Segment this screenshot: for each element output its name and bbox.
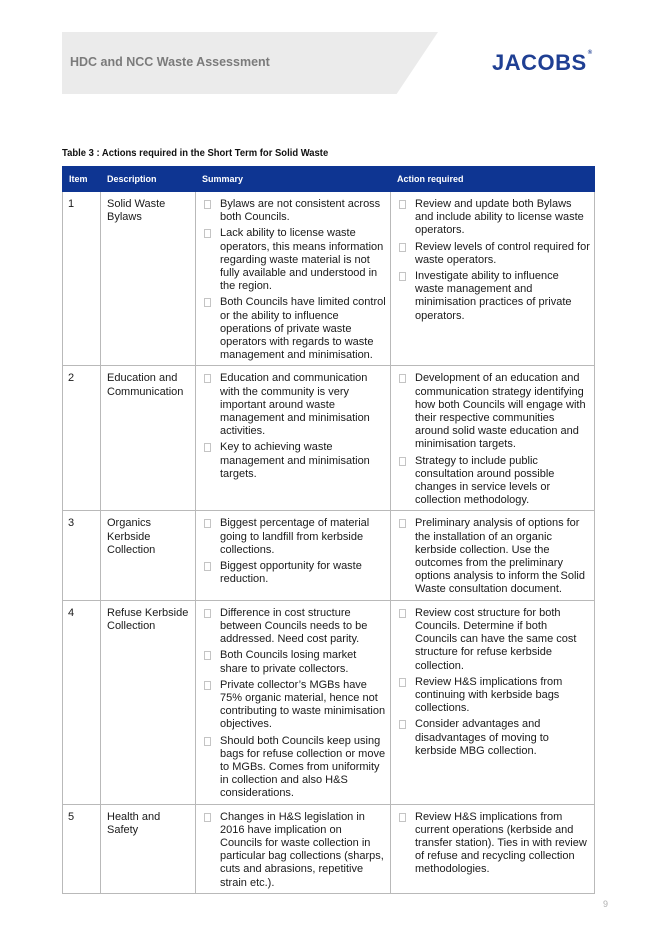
table-row [63, 366, 595, 511]
list-item [397, 270, 590, 323]
table-row [63, 511, 595, 600]
list-item [202, 560, 386, 586]
logo-text: JACOBS [492, 50, 587, 75]
description-cell: Education and Communication [101, 366, 196, 511]
document-title: HDC and NCC Waste Assessment [70, 55, 270, 69]
item-number-cell: 1 [63, 192, 101, 366]
actions-list [397, 517, 590, 596]
bullet-text: Investigate ability to influence waste management and minimisation practices of private operators. [415, 270, 572, 322]
bullet-box-icon [399, 678, 406, 687]
bullet-box-icon [399, 200, 406, 209]
list-item [202, 198, 386, 224]
list-item [397, 607, 590, 673]
bullet-text: Review H&S implications from continuing with kerbside bags collections. [415, 675, 563, 715]
column-header-summary: Summary [196, 167, 391, 192]
list-item [202, 649, 386, 675]
list-item [397, 718, 590, 758]
bullet-text: Strategy to include public consultation around possible changes in service levels or collection methodology. [415, 454, 555, 507]
summary-cell [196, 600, 391, 804]
description-cell: Organics Kerbside Collection [101, 511, 196, 600]
bullet-text: Biggest percentage of material going to landfill from kerbside collections. [220, 517, 370, 556]
logo-trademark: ® [587, 50, 593, 56]
list-item [202, 811, 386, 890]
page-number: 9 [602, 899, 608, 909]
summary-list [202, 198, 386, 362]
item-number-cell: 4 [63, 600, 101, 804]
bullet-text: Both Councils have limited control or the ability to influence operations of private waste operators with regards to waste management and minimisation. [220, 296, 386, 362]
action-required-cell [391, 511, 595, 600]
bullet-box-icon [399, 243, 406, 252]
bullet-text: Key to achieving waste management and minimisation targets. [220, 441, 370, 480]
list-item [202, 296, 386, 362]
jacobs-logo [492, 50, 593, 76]
list-item [202, 227, 386, 293]
bullet-box-icon [204, 737, 211, 746]
bullet-box-icon [204, 681, 211, 690]
summary-list [202, 811, 386, 890]
table-header-row [63, 167, 595, 192]
actions-table [62, 166, 595, 894]
column-header-action-required: Action required [391, 167, 595, 192]
bullet-box-icon [399, 813, 406, 822]
bullet-text: Development of an education and communication strategy identifying how both Councils will engage with their respective communities around solid waste education and minimisation targets. [415, 372, 586, 451]
table-body [63, 192, 595, 894]
bullet-box-icon [204, 298, 211, 307]
bullet-text: Consider advantages and disadvantages of moving to kerbside MBG collection. [415, 718, 549, 757]
action-required-cell [391, 600, 595, 804]
summary-cell [196, 366, 391, 511]
bullet-text: Difference in cost structure between Councils needs to be addressed. Need cost parity. [220, 606, 368, 646]
list-item [202, 372, 386, 438]
bullet-box-icon [204, 609, 211, 618]
summary-cell [196, 804, 391, 893]
list-item [202, 517, 386, 557]
item-number-cell: 5 [63, 804, 101, 893]
list-item [202, 679, 386, 732]
bullet-text: Education and communication with the community is very important around waste management and minimisation activities. [220, 372, 370, 438]
bullet-box-icon [204, 200, 211, 209]
item-number-cell: 3 [63, 511, 101, 600]
actions-list [397, 607, 590, 758]
list-item [397, 372, 590, 451]
action-required-cell [391, 804, 595, 893]
description-cell: Refuse Kerbside Collection [101, 600, 196, 804]
bullet-text: Review and update both Bylaws and include ability to license waste operators. [415, 198, 584, 237]
bullet-box-icon [204, 443, 211, 452]
summary-list [202, 372, 386, 481]
bullet-box-icon [399, 609, 406, 618]
bullet-box-icon [204, 519, 211, 528]
list-item [202, 735, 386, 801]
bullet-box-icon [204, 562, 211, 571]
list-item [397, 811, 590, 877]
item-number-cell: 2 [63, 366, 101, 511]
bullet-text: Biggest opportunity for waste reduction. [220, 560, 362, 586]
table-caption: Table 3 : Actions required in the Short Term for Solid Waste [62, 147, 329, 159]
bullet-box-icon [204, 813, 211, 822]
summary-cell [196, 511, 391, 600]
bullet-text: Preliminary analysis of options for the installation of an organic kerbside collection. Use the outcomes from the preliminary options analysis to inform the Solid Waste consultation document. [415, 517, 585, 596]
bullet-text: Private collector’s MGBs have 75% organic material, hence not contributing to waste minimisation objectives. [220, 678, 386, 731]
table-row [63, 600, 595, 804]
bullet-box-icon [204, 374, 211, 383]
list-item [397, 455, 590, 508]
summary-cell [196, 192, 391, 366]
column-header-item: Item [63, 167, 101, 192]
actions-list [397, 372, 590, 507]
description-cell: Health and Safety [101, 804, 196, 893]
list-item [397, 241, 590, 267]
list-item [397, 676, 590, 716]
list-item [397, 198, 590, 238]
summary-list [202, 607, 386, 801]
column-header-description: Description [101, 167, 196, 192]
bullet-box-icon [399, 720, 406, 729]
bullet-box-icon [399, 374, 406, 383]
table-row [63, 192, 595, 366]
actions-list [397, 198, 590, 323]
table-row [63, 804, 595, 893]
bullet-text: Bylaws are not consistent across both Councils. [220, 198, 381, 224]
list-item [202, 607, 386, 647]
bullet-text: Review H&S implications from current operations (kerbside and transfer station). Ties in with review of refuse and recycling collection methodologies. [415, 810, 587, 876]
bullet-box-icon [204, 651, 211, 660]
bullet-text: Changes in H&S legislation in 2016 have implication on Councils for waste collection in particular bag collections (sharps, cuts and abrasions, repetitive strain etc.). [220, 810, 384, 889]
list-item [202, 441, 386, 481]
description-cell: Solid Waste Bylaws [101, 192, 196, 366]
bullet-box-icon [204, 229, 211, 238]
bullet-box-icon [399, 272, 406, 281]
action-required-cell [391, 192, 595, 366]
bullet-text: Lack ability to license waste operators, this means information regarding waste material is not fully available and understood in the region. [220, 227, 384, 293]
actions-list [397, 811, 590, 877]
bullet-text: Review cost structure for both Councils. Determine if both Councils can have the same cost structure for refuse kerbside collection. [415, 606, 577, 672]
bullet-box-icon [399, 457, 406, 466]
bullet-text: Should both Councils keep using bags for refuse collection or move to MGBs. Comes from uniformity in collection and also H&S considerations. [220, 734, 386, 800]
bullet-box-icon [399, 519, 406, 528]
action-required-cell [391, 366, 595, 511]
list-item [397, 517, 590, 596]
summary-list [202, 517, 386, 586]
bullet-text: Both Councils losing market share to private collectors. [220, 649, 357, 675]
bullet-text: Review levels of control required for waste operators. [415, 240, 590, 266]
